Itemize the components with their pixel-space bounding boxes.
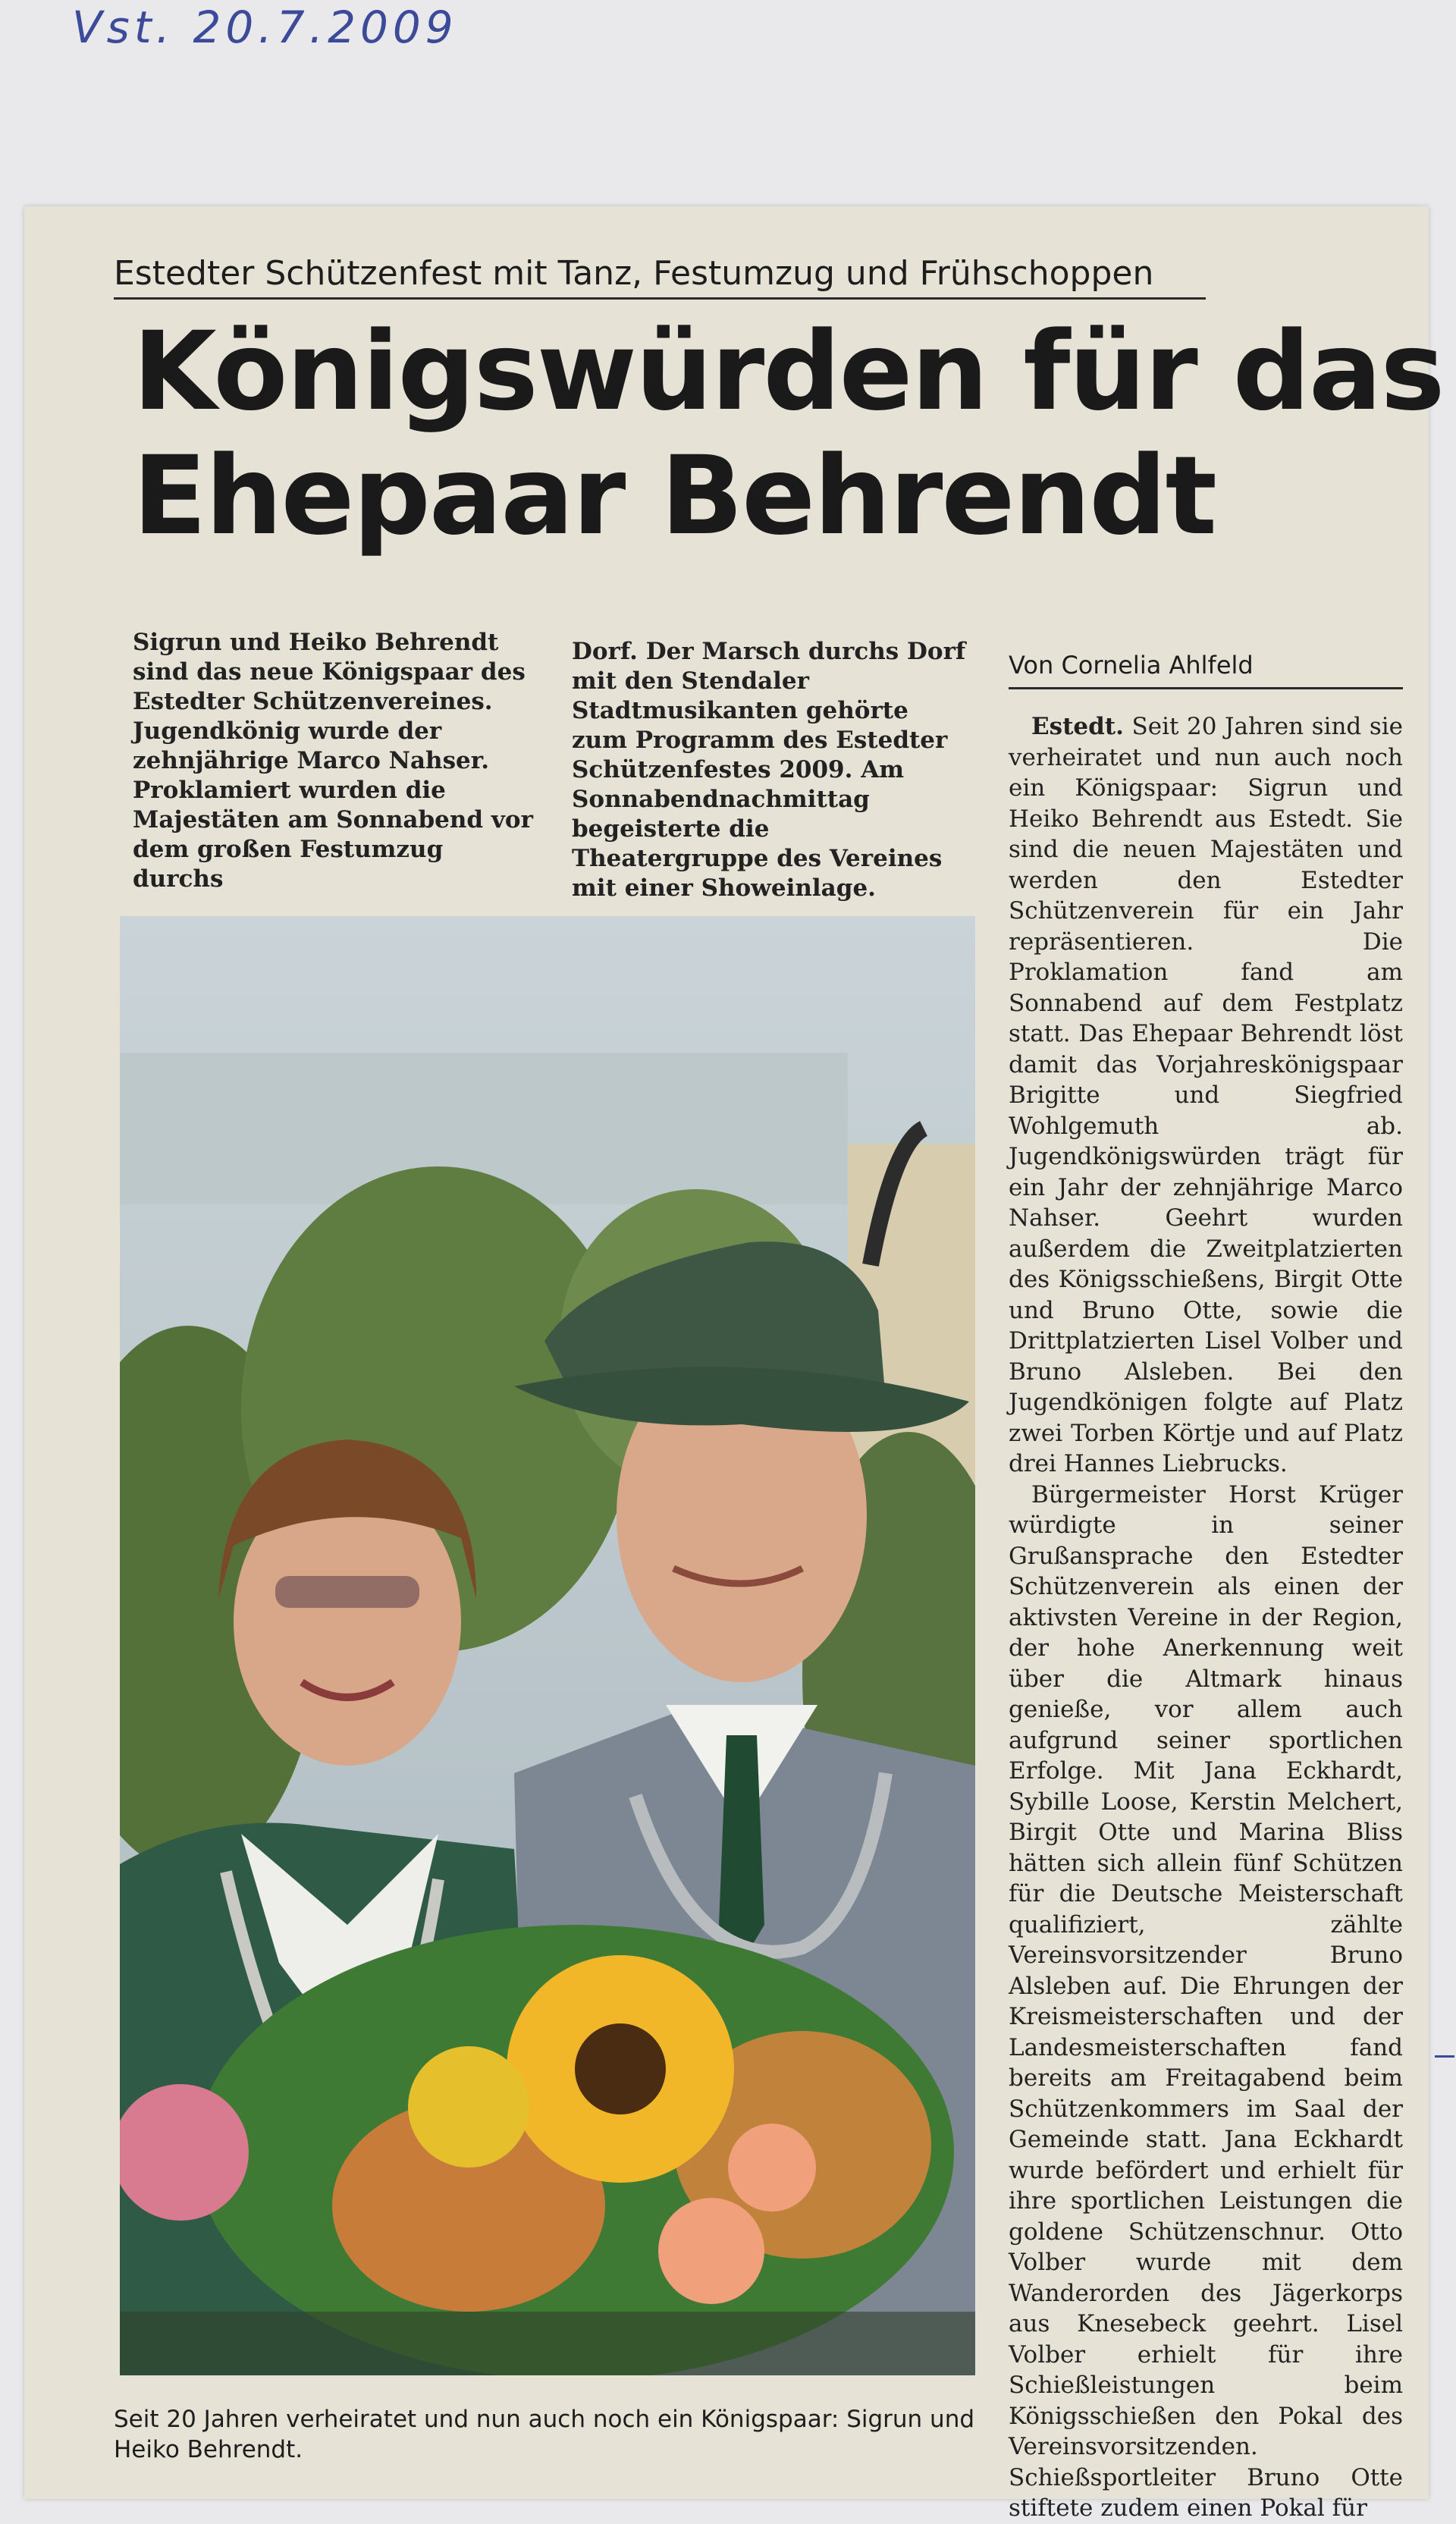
article-paragraph-1 — [1009, 711, 1403, 1480]
margin-pen-mark — [1435, 2055, 1454, 2058]
photo-caption: Seit 20 Jahren verheiratet und nun auch noch ein Königspaar: Sigrun und Heiko Behrendt. — [114, 2406, 975, 2463]
headline — [133, 308, 1444, 559]
lead-paragraph-part-1: Sigrun und Heiko Behrendt sind das neue Königspaar des Estedter Schützenvereines. Jugendkönig wurde der zehnjährige Marco Nahser. Proklamiert wurden die Majestäten am Sonnabend vor dem großen Festumzug durchs — [133, 629, 533, 893]
kicker-line: Estedter Schützenfest mit Tanz, Festumzug und Frühschoppen — [114, 254, 1206, 300]
sunflower — [507, 1955, 734, 2183]
couple-photo — [120, 916, 975, 2375]
article-paragraph-2: Bürgermeister Horst Krüger würdigte in seiner Grußansprache den Estedter Schützenverein als einen der aktivsten Vereine in der Region, der hohe Anerkennung weit über die Altmark hinaus genieße, vor allem auch aufgrund seiner sportlichen Erfolge. Mit Jana Eckhardt, Sybille Loose, Kerstin Melchert, Birgit Otte und Marina Bliss hätten sich allein fünf Schützen für die Deutsche Meisterschaft qualifiziert, zählte Vereinsvorsitzender Bruno Alsleben auf. Die Ehrungen der Kreismeisterschaften und der Landesmeisterschaften fand bereits am Freitagabend beim Schützenkommers im Saal der Gemeinde statt. Jana Eckhardt wurde befördert und erhielt für ihre sportlichen Leistungen die goldene Schützenschnur. Otto Volber wurde mit dem Wanderorden des Jägerkorps aus Knesebeck geehrt. Lisel Volber erhielt für ihre Schießleistungen beim Königsschießen den Pokal des Vereinsvorsitzenden. Schießsportleiter Bruno Otte stiftete zudem einen Pokal für — [1009, 1480, 1403, 2522]
author-byline: Von Cornelia Ahlfeld — [1009, 651, 1403, 689]
article-paragraph-1-text: Seit 20 Jahren sind sie verheiratet und nun auch noch ein Königspaar: Sigrun und Heiko Behrendt aus Estedt. Sie sind die neuen Majestäten und werden den Estedter Schützenverein für ein Jahr repräsentieren. Die Proklamation fand am Sonnabend auf dem Festplatz statt. Das Ehepaar Behrendt löst damit das Vorjahreskönigspaar Brigitte und Siegfried Wohlgemuth ab. Jugendkönigswürden trägt für ein Jahr der zehnjährige Marco Nahser. Geehrt wurden außerdem die Zweitplatzierten des Königsschießens, Birgit Otte und Bruno Otte, sowie die Drittplatzierten Lisel Volber und Bruno Alsleben. Bei den Jugendkönigen folgte auf Platz zwei Torben Körtje und auf Platz drei Hannes Liebrucks. — [1009, 713, 1403, 1477]
headline-line-2: Ehepaar Behrendt — [133, 432, 1216, 559]
lead-paragraph-part-2: Dorf. Der Marsch durchs Dorf mit den Stendaler Stadtmusikanten gehörte zum Programm des Estedter Schützenfestes 2009. Am Sonnabendnachmittag begeisterte die Theatergruppe des Vereines mit einer Showeinlage. — [572, 638, 966, 902]
dateline: Estedt. — [1031, 713, 1124, 740]
headline-line-1: Königswürden für das — [133, 308, 1444, 435]
photo-illustration — [120, 916, 975, 2375]
handwritten-date-note: Vst. 20.7.2009 — [72, 2, 458, 53]
article-body — [1009, 711, 1403, 2524]
